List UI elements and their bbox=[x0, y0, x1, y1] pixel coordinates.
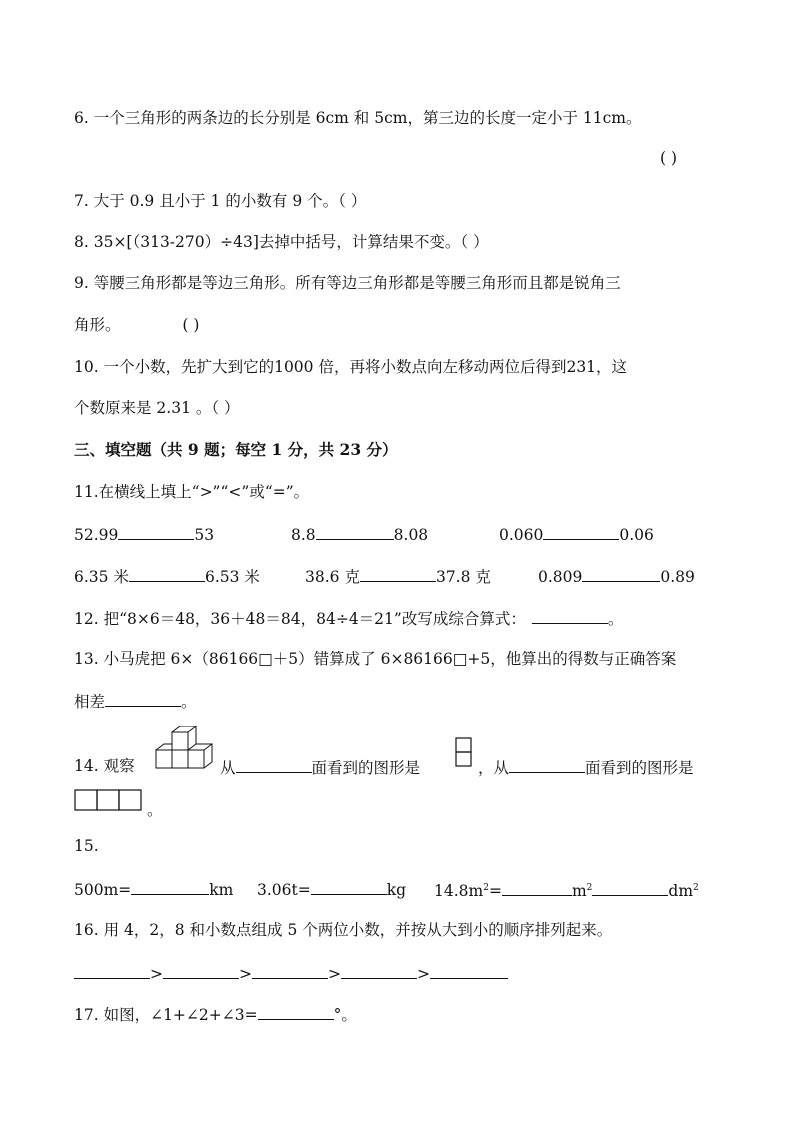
question-16: 16. 用 4，2，8 和小数点组成 5 个两位小数，并按从大到小的顺序排列起来。 bbox=[74, 921, 613, 939]
q11-row2-item1-left: 6.35 米 bbox=[74, 568, 129, 586]
q15-c-blank2[interactable] bbox=[592, 879, 668, 896]
q16-gt3: > bbox=[328, 965, 341, 983]
q11-row1-item2-blank[interactable] bbox=[316, 523, 394, 540]
question-13-blank[interactable] bbox=[105, 690, 181, 707]
q15-item-b bbox=[257, 878, 406, 900]
question-13-line2-text: 相差 bbox=[74, 693, 106, 711]
question-12-blank[interactable] bbox=[532, 607, 608, 624]
q15-item-a bbox=[74, 878, 233, 900]
question-12-text: 12. 把“8×6＝48，36＋48＝84，84÷4＝21”改写成综合算式： bbox=[74, 610, 526, 628]
q16-blank5[interactable] bbox=[430, 962, 508, 979]
q11-row2-item2-right: 37.8 克 bbox=[435, 568, 491, 586]
question-12-end: 。 bbox=[607, 610, 624, 628]
question-14-from1: 从 bbox=[220, 759, 236, 777]
question-14-sep: ，从 bbox=[478, 759, 510, 777]
q11-row1-item1 bbox=[74, 523, 214, 545]
q16-gt4: > bbox=[417, 965, 430, 983]
question-9-line2-text: 角形。 bbox=[74, 316, 121, 334]
cube-stack-figure bbox=[154, 726, 216, 772]
question-11: 11.在横线上填上“>”“<”或“=”。 bbox=[74, 483, 310, 501]
question-16-answer-row bbox=[74, 962, 508, 984]
q11-row1-item2 bbox=[291, 523, 428, 545]
side-view-figure bbox=[453, 736, 475, 770]
front-view-figure bbox=[74, 786, 144, 814]
q15-a-text: 500m= bbox=[74, 881, 132, 899]
q11-row2-item2-blank[interactable] bbox=[360, 565, 436, 582]
q11-row2-item3-right: 0.89 bbox=[660, 568, 695, 586]
q11-row1-item1-right: 53 bbox=[194, 526, 215, 544]
question-15-label: 15. bbox=[74, 837, 99, 855]
q15-a-blank[interactable] bbox=[131, 878, 209, 895]
question-14-lead: 14. 观察 bbox=[74, 757, 135, 775]
question-13-line2 bbox=[74, 690, 197, 712]
q11-row1-item3-left: 0.060 bbox=[499, 526, 544, 544]
question-14-end: 。 bbox=[147, 801, 163, 819]
question-10-line2: 个数原来是 2.31 。（ ） bbox=[74, 399, 240, 417]
q16-blank4[interactable] bbox=[341, 962, 417, 979]
q16-blank3[interactable] bbox=[252, 962, 328, 979]
question-7: 7. 大于 0.9 且小于 1 的小数有 9 个。（ ） bbox=[74, 192, 367, 210]
q15-c-blank1[interactable] bbox=[502, 879, 572, 896]
question-14-part2 bbox=[478, 756, 694, 778]
question-9-line1: 9. 等腰三角形都是等边三角形。所有等边三角形都是等腰三角形而且都是锐角三 bbox=[74, 274, 621, 292]
q11-row1-item3-right: 0.06 bbox=[619, 526, 654, 544]
q11-row2-item3 bbox=[538, 565, 695, 587]
q11-row2-item1-right: 6.53 米 bbox=[204, 568, 260, 586]
q11-row2-item1 bbox=[74, 565, 260, 587]
question-8: 8. 35×[（313-270）÷43]去掉中括号，计算结果不变。（ ） bbox=[74, 233, 489, 251]
q11-row1-item2-left: 8.8 bbox=[291, 526, 316, 544]
q16-gt1: > bbox=[150, 965, 163, 983]
q16-blank2[interactable] bbox=[163, 962, 239, 979]
q15-b-blank[interactable] bbox=[311, 878, 387, 895]
question-6 bbox=[74, 108, 642, 128]
q11-row2-item3-left: 0.809 bbox=[538, 568, 583, 586]
question-14-mid1: 面看到的图形是 bbox=[311, 759, 421, 777]
question-13-line1: 13. 小马虎把 6×（86166□＋5）错算成了 6×86166□+5，他算出的得数与正确答案 bbox=[74, 650, 677, 668]
q15-c-unit2: dm bbox=[668, 882, 694, 901]
q15-a-unit: km bbox=[209, 881, 234, 899]
q15-b-unit: kg bbox=[386, 881, 407, 899]
q15-c-text: 14.8m bbox=[434, 882, 484, 901]
question-14-mid2: 面看到的图形是 bbox=[585, 759, 694, 777]
question-9-answer-paren[interactable]: ( ) bbox=[182, 316, 200, 334]
q15-item-c bbox=[434, 878, 699, 901]
q11-row2-item2-left: 38.6 克 bbox=[305, 568, 360, 586]
q15-c-unit2-sup: 2 bbox=[693, 883, 699, 893]
q15-c-unit1-sup: 2 bbox=[586, 883, 593, 893]
q11-row1-item3-blank[interactable] bbox=[543, 523, 619, 540]
question-13-end: 。 bbox=[181, 693, 197, 711]
q11-row2-item2 bbox=[305, 565, 491, 587]
question-6-answer-paren[interactable]: ( ) bbox=[660, 149, 678, 167]
q15-b-text: 3.06t= bbox=[257, 881, 311, 899]
question-14-part1 bbox=[220, 756, 420, 778]
question-10-line1: 10. 一个小数，先扩大到它的1000 倍，再将小数点向左移动两位后得到231，这 bbox=[74, 358, 628, 376]
question-6-text: 6. 一个三角形的两条边的长分别是 6cm 和 5cm，第三边的长度一定小于 11cm。 bbox=[74, 109, 642, 127]
section-3-title: 三、填空题（共 9 题；每空 1 分，共 23 分） bbox=[74, 440, 398, 459]
q11-row1-item1-blank[interactable] bbox=[118, 523, 194, 540]
q11-row1-item2-right: 8.08 bbox=[393, 526, 429, 544]
q15-c-unit1: m bbox=[571, 882, 587, 901]
question-14-blank2[interactable] bbox=[509, 756, 585, 773]
q15-c-eq: = bbox=[488, 882, 502, 901]
q11-row2-item1-blank[interactable] bbox=[129, 565, 205, 582]
q16-blank1[interactable] bbox=[74, 962, 150, 979]
question-14-blank1[interactable] bbox=[236, 756, 312, 773]
question-17-blank[interactable] bbox=[258, 1003, 334, 1020]
q11-row1-item3 bbox=[499, 523, 654, 545]
question-17 bbox=[74, 1003, 357, 1025]
question-9-line2 bbox=[74, 315, 199, 335]
q11-row2-item3-blank[interactable] bbox=[582, 565, 660, 582]
q15-c-sup: 2 bbox=[483, 883, 489, 893]
question-17-text: 17. 如图，∠1+∠2+∠3= bbox=[74, 1006, 258, 1024]
q11-row1-item1-left: 52.99 bbox=[74, 526, 119, 544]
q16-gt2: > bbox=[239, 965, 252, 983]
question-12 bbox=[74, 607, 623, 629]
question-17-end: °。 bbox=[333, 1006, 357, 1024]
